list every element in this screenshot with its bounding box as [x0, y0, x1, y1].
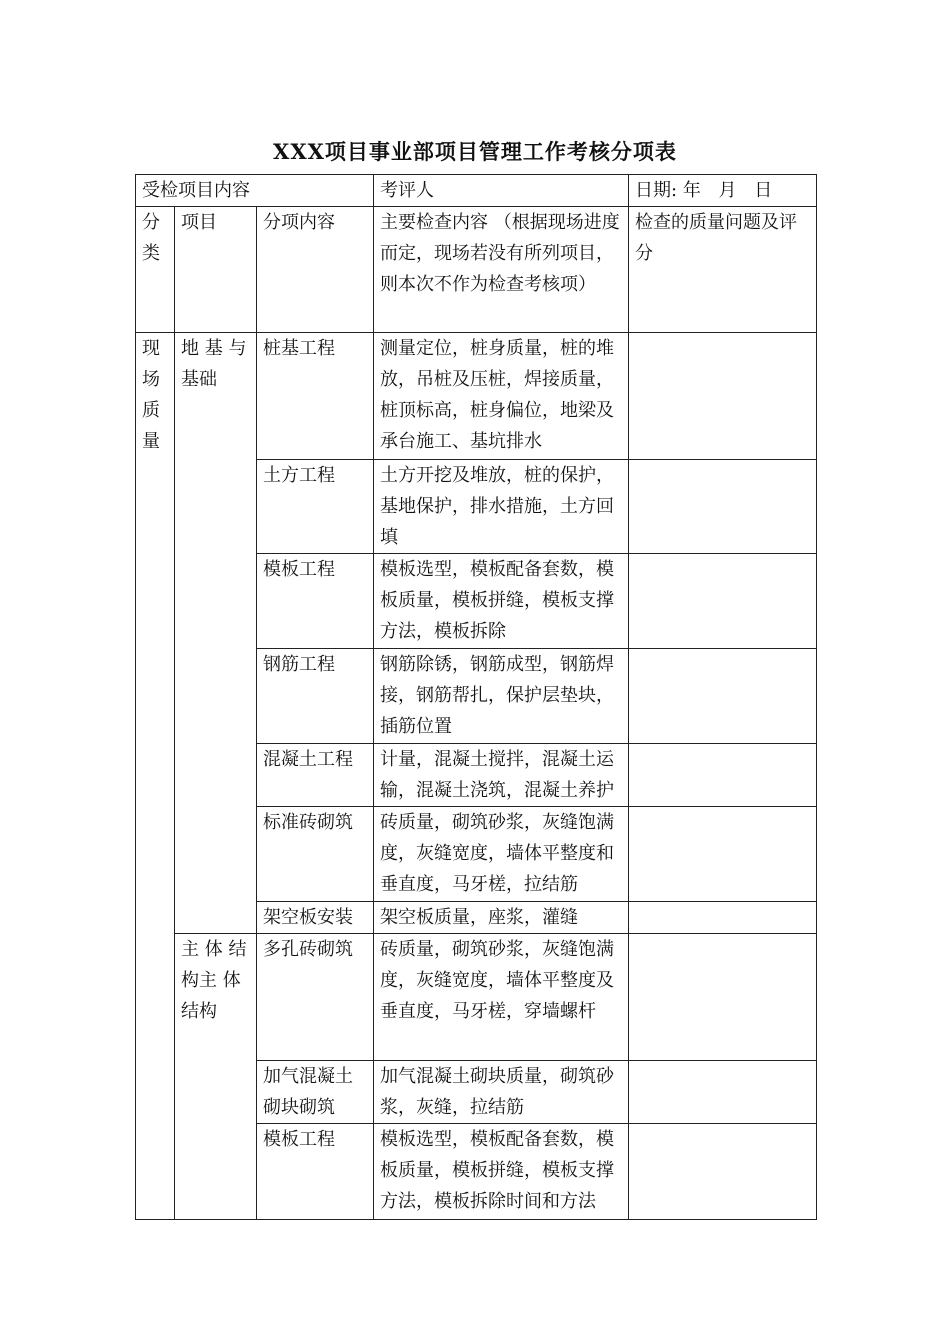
table-row [136, 934, 817, 1061]
item-header: 项目 [175, 207, 257, 333]
category-header: 分类 [136, 207, 175, 333]
check-content-cell: 测量定位，桩身质量，桩的堆放，吊桩及压桩，焊接质量，桩顶标高，桩身偏位，地梁及承台施工、基坑排水 [374, 333, 629, 460]
sub-item-cell: 模板工程 [257, 554, 374, 649]
check-content-cell: 计量，混凝土搅拌，混凝土运输，混凝土浇筑，混凝土养护 [374, 744, 629, 807]
date-value: 年 月 日 [682, 180, 773, 201]
date-label: 日期: [635, 180, 678, 201]
group-foundation: 地 基 与基础 [175, 333, 257, 934]
score-cell[interactable] [629, 744, 817, 807]
sub-item-cell: 混凝土工程 [257, 744, 374, 807]
date-cell [629, 175, 817, 207]
score-cell[interactable] [629, 649, 817, 744]
check-content-cell: 加气混凝土砌块质量，砌筑砂浆，灰缝，拉结筋 [374, 1061, 629, 1124]
sub-item-cell: 土方工程 [257, 460, 374, 554]
check-content-cell: 土方开挖及堆放，桩的保护，基地保护，排水措施，土方回填 [374, 460, 629, 554]
check-content-cell: 模板选型，模板配备套数，模板质量，模板拼缝，模板支撑方法，模板拆除 [374, 554, 629, 649]
score-cell[interactable] [629, 1061, 817, 1124]
table-row [136, 333, 817, 460]
score-cell[interactable] [629, 902, 817, 934]
check-content-cell: 砖质量，砌筑砂浆，灰缝饱满度，灰缝宽度，墙体平整度和垂直度，马牙槎，拉结筋 [374, 807, 629, 902]
sub-item-cell: 钢筋工程 [257, 649, 374, 744]
sub-item-cell: 架空板安装 [257, 902, 374, 934]
check-content-cell: 模板选型，模板配备套数，模板质量，模板拼缝，模板支撑方法，模板拆除时间和方法 [374, 1124, 629, 1220]
check-content-cell: 砖质量，砌筑砂浆，灰缝饱满度，灰缝宽度，墙体平整度及垂直度，马牙槎，穿墙螺杆 [374, 934, 629, 1061]
sub-item-cell: 桩基工程 [257, 333, 374, 460]
page-title: XXX项目事业部项目管理工作考核分项表 [273, 139, 677, 164]
score-cell[interactable] [629, 807, 817, 902]
group-main-structure: 主 体 结构主 体 结构 [175, 934, 257, 1220]
reviewer-label: 考评人 [374, 175, 629, 207]
sub-item-cell: 模板工程 [257, 1124, 374, 1220]
score-cell[interactable] [629, 554, 817, 649]
score-cell[interactable] [629, 1124, 817, 1220]
score-cell[interactable] [629, 460, 817, 554]
main-check-header: 主要检查内容 （根据现场进度而定，现场若没有所列项目，则本次不作为检查考核项） [374, 207, 629, 333]
sub-item-cell: 多孔砖砌筑 [257, 934, 374, 1061]
column-header-row [136, 207, 817, 333]
quality-issues-header: 检查的质量问题及评分 [629, 207, 817, 333]
score-cell[interactable] [629, 333, 817, 460]
check-content-cell: 架空板质量，座浆，灌缝 [374, 902, 629, 934]
category-cell: 现场质量 [136, 333, 175, 1220]
inspected-content-label: 受检项目内容 [136, 175, 374, 207]
check-content-cell: 钢筋除锈，钢筋成型，钢筋焊接，钢筋帮扎，保护层垫块，插筋位置 [374, 649, 629, 744]
sub-item-cell: 标准砖砌筑 [257, 807, 374, 902]
header-row [136, 175, 817, 207]
score-cell[interactable] [629, 934, 817, 1061]
sub-item-header: 分项内容 [257, 207, 374, 333]
sub-item-cell: 加气混凝土砌块砌筑 [257, 1061, 374, 1124]
assessment-table [135, 174, 817, 1220]
